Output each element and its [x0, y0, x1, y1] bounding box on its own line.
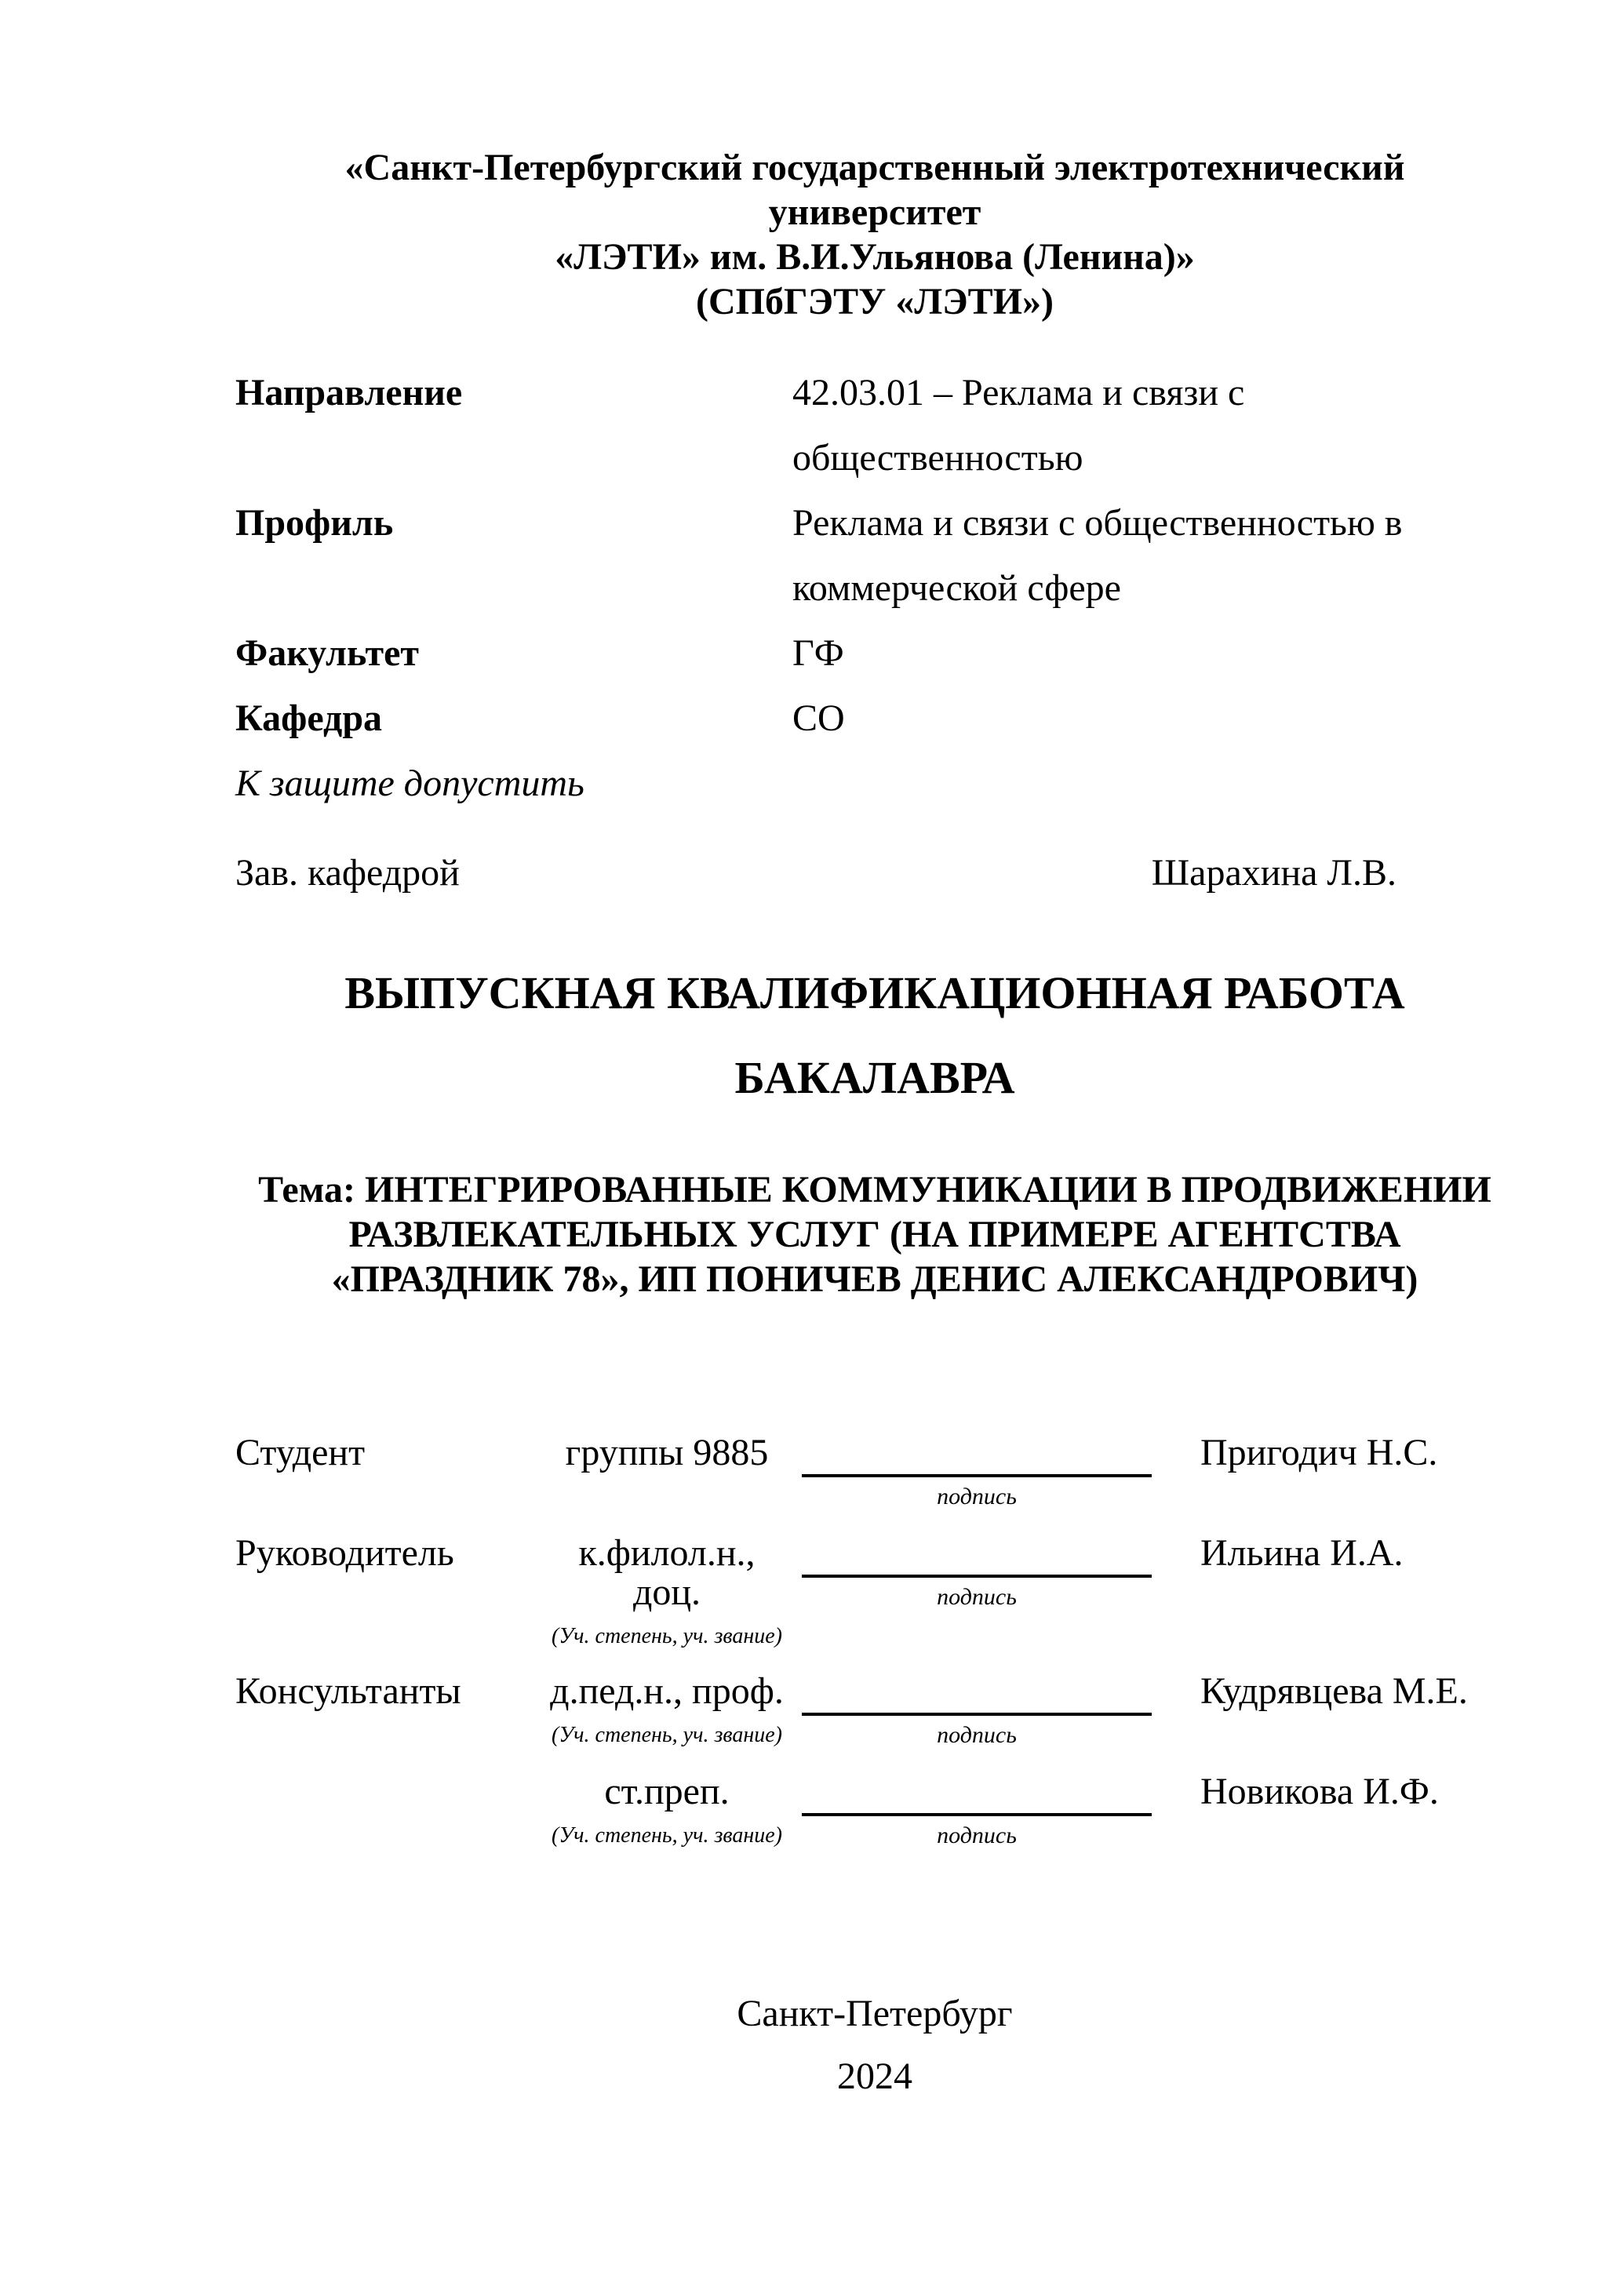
- footer-year: 2024: [837, 2055, 912, 2097]
- supervisor-signature-line: [802, 1534, 1152, 1578]
- student-signature-cell: [792, 1433, 1200, 1510]
- direction-label: Направление: [235, 372, 463, 413]
- supervisor-degree: к.филол.н., доц.: [578, 1532, 756, 1613]
- student-signature-caption: подпись: [937, 1484, 1017, 1509]
- thesis-title-line-1: ВЫПУСКНАЯ КВАЛИФИКАЦИОННАЯ РАБОТА: [344, 967, 1405, 1018]
- consultant-1-degree: д.пед.н., проф.: [550, 1670, 784, 1712]
- profile-label: Профиль: [235, 502, 394, 544]
- department-head-row: [235, 851, 1514, 894]
- consultant-2-name: Новикова И.Ф.: [1200, 1771, 1439, 1812]
- supervisor-degree-caption: (Уч. степень, уч. звание): [552, 1624, 782, 1648]
- consultant-1-signature-cell: [792, 1672, 1200, 1749]
- faculty-label: Факультет: [235, 632, 419, 674]
- consultant-1-qualifier-cell: [541, 1672, 792, 1749]
- department-head-label: Зав. кафедрой: [235, 852, 460, 894]
- direction-value: 42.03.01 – Реклама и связи с общественностью: [792, 372, 1245, 479]
- consultant-2-role-label: [235, 1772, 541, 1849]
- profile-value: Реклама и связи с общественностью в коммерческой сфере: [792, 502, 1403, 609]
- university-name-line-2: «ЛЭТИ» им. В.И.Ульянова (Ленина)»: [555, 236, 1195, 278]
- consultant-2-degree: ст.преп.: [604, 1771, 730, 1812]
- thesis-title-line-2: БАКАЛАВРА: [734, 1052, 1015, 1103]
- supervisor-signature-cell: [792, 1534, 1200, 1648]
- supervisor-role-label: Руководитель: [235, 1532, 454, 1574]
- requisite-row-profile: [235, 490, 1514, 621]
- supervisor-qualifier-cell: [541, 1534, 792, 1648]
- consultant-1-degree-caption: (Уч. степень, уч. звание): [552, 1723, 782, 1747]
- faculty-value: ГФ: [792, 632, 844, 674]
- consultant-1-signature-caption: подпись: [937, 1722, 1017, 1748]
- consultant-2-signature-caption: подпись: [937, 1822, 1017, 1848]
- consultant-1-signature-line: [802, 1672, 1152, 1716]
- signature-row-consultant-1: [235, 1672, 1514, 1749]
- thesis-theme: Тема: ИНТЕГРИРОВАННЫЕ КОММУНИКАЦИИ В ПРОДВИЖЕНИИ РАЗВЛЕКАТЕЛЬНЫХ УСЛУГ (НА ПРИМЕРЕ АГЕНТСТВА «ПРАЗДНИК 78», ИП ПОНИЧЕВ ДЕНИС АЛЕКСАНДРОВИЧ): [258, 1169, 1491, 1300]
- consultant-1-name: Кудрявцева М.Е.: [1200, 1670, 1468, 1712]
- student-qualifier-cell: [541, 1433, 792, 1510]
- student-group: группы 9885: [565, 1432, 769, 1473]
- student-name: Пригодич Н.С.: [1200, 1432, 1438, 1473]
- university-name-line-1: «Санкт-Петербургский государственный электротехнический университет: [344, 147, 1405, 233]
- footer: [235, 1983, 1514, 2108]
- supervisor-signature-caption: подпись: [937, 1584, 1017, 1610]
- signatures-block: [235, 1433, 1514, 1849]
- signature-row-supervisor: [235, 1534, 1514, 1648]
- consultant-2-signature-line: [802, 1772, 1152, 1816]
- university-abbreviation: (СПбГЭТУ «ЛЭТИ»): [696, 281, 1054, 322]
- requisite-row-department: [235, 686, 1514, 751]
- requisite-row-direction: [235, 360, 1514, 490]
- consultant-2-degree-caption: (Уч. степень, уч. звание): [552, 1823, 782, 1848]
- department-value: СО: [792, 697, 845, 739]
- university-header: [235, 145, 1514, 324]
- consultant-2-qualifier-cell: [541, 1772, 792, 1849]
- signature-row-student: [235, 1433, 1514, 1510]
- department-label: Кафедра: [235, 697, 383, 739]
- footer-city: Санкт-Петербург: [737, 1993, 1013, 2034]
- requisite-row-faculty: [235, 621, 1514, 686]
- consultants-role-label: Консультанты: [235, 1670, 461, 1712]
- consultant-2-signature-cell: [792, 1772, 1200, 1849]
- admission-statement: К защите допустить: [235, 763, 584, 804]
- student-signature-line: [802, 1433, 1152, 1477]
- department-head-name: Шарахина Л.В.: [1151, 852, 1396, 894]
- supervisor-name: Ильина И.А.: [1200, 1532, 1404, 1574]
- student-role-label: Студент: [235, 1432, 366, 1473]
- requisites-table: [235, 360, 1514, 751]
- signature-row-consultant-2: [235, 1772, 1514, 1849]
- thesis-title: [235, 951, 1514, 1120]
